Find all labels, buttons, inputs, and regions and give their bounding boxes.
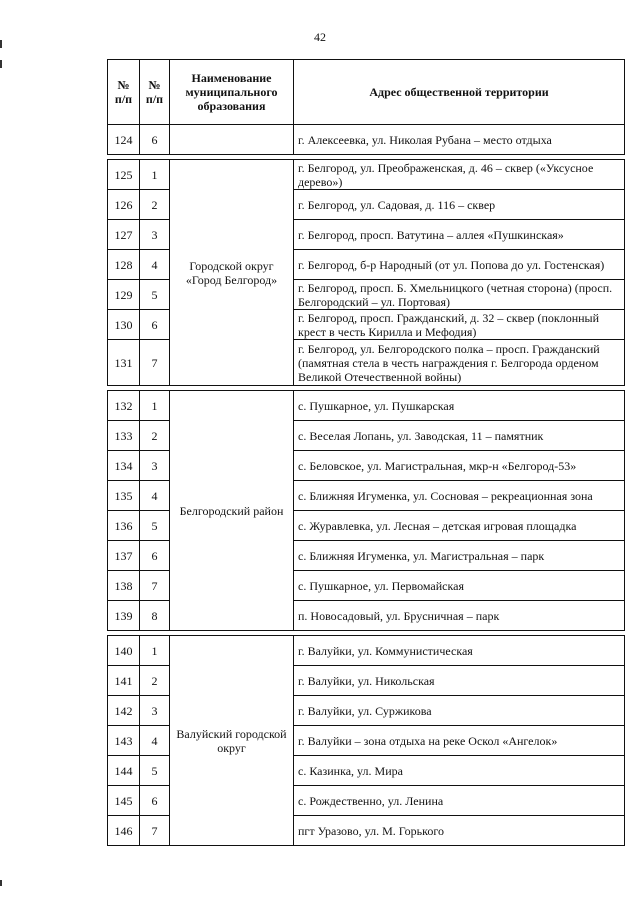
cell-number-local: 3 — [140, 451, 170, 481]
cell-address: г. Белгород, просп. Ватутина – аллея «Пушкинская» — [294, 220, 625, 250]
cell-number-total: 129 — [108, 280, 140, 310]
table-row — [108, 391, 625, 421]
cell-number-local: 5 — [140, 280, 170, 310]
table-body — [108, 125, 625, 846]
table-row — [108, 160, 625, 190]
header-address: Адрес общественной территории — [294, 60, 625, 125]
cell-address: с. Журавлевка, ул. Лесная – детская игровая площадка — [294, 511, 625, 541]
cell-number-local: 3 — [140, 220, 170, 250]
cell-number-total: 137 — [108, 541, 140, 571]
cell-number-total: 143 — [108, 726, 140, 756]
territories-table — [107, 59, 625, 846]
cell-address: с. Рождественно, ул. Ленина — [294, 786, 625, 816]
cell-address: г. Валуйки, ул. Суржикова — [294, 696, 625, 726]
cell-number-total: 125 — [108, 160, 140, 190]
cell-number-local: 7 — [140, 816, 170, 846]
cell-municipality: Городской округ «Город Белгород» — [170, 160, 294, 386]
cell-number-total: 142 — [108, 696, 140, 726]
cell-address: г. Валуйки, ул. Коммунистическая — [294, 636, 625, 666]
cell-address: г. Валуйки – зона отдыха на реке Оскол «Ангелок» — [294, 726, 625, 756]
cell-address: г. Белгород, просп. Гражданский, д. 32 – сквер (поклонный крест в честь Кирилла и Мефодия) — [294, 310, 625, 340]
cell-number-total: 124 — [108, 125, 140, 155]
cell-number-local: 6 — [140, 125, 170, 155]
header-number-total: № п/п — [108, 60, 140, 125]
table-row — [108, 636, 625, 666]
cell-number-total: 135 — [108, 481, 140, 511]
cell-number-total: 126 — [108, 190, 140, 220]
scan-mark — [0, 40, 2, 48]
cell-address: с. Казинка, ул. Мира — [294, 756, 625, 786]
cell-address: г. Белгород, ул. Белгородского полка – просп. Гражданский (памятная стела в честь награждения г. Белгорода орденом Великой Отечественной войны) — [294, 340, 625, 386]
cell-address: г. Валуйки, ул. Никольская — [294, 666, 625, 696]
cell-number-total: 146 — [108, 816, 140, 846]
cell-number-local: 8 — [140, 601, 170, 631]
cell-address: с. Беловское, ул. Магистральная, мкр-н «Белгород-53» — [294, 451, 625, 481]
cell-number-total: 140 — [108, 636, 140, 666]
cell-municipality: Белгородский район — [170, 391, 294, 631]
table-header-row — [108, 60, 625, 125]
page-number: 42 — [314, 30, 326, 44]
cell-number-local: 1 — [140, 160, 170, 190]
cell-address: с. Пушкарное, ул. Первомайская — [294, 571, 625, 601]
table-row — [108, 125, 625, 155]
cell-number-total: 133 — [108, 421, 140, 451]
cell-number-local: 6 — [140, 541, 170, 571]
cell-number-total: 128 — [108, 250, 140, 280]
cell-number-total: 132 — [108, 391, 140, 421]
cell-number-local: 2 — [140, 190, 170, 220]
cell-address: пгт Уразово, ул. М. Горького — [294, 816, 625, 846]
cell-number-total: 130 — [108, 310, 140, 340]
cell-address: г. Алексеевка, ул. Николая Рубана – место отдыха — [294, 125, 625, 155]
cell-address: г. Белгород, б-р Народный (от ул. Попова до ул. Гостенская) — [294, 250, 625, 280]
cell-number-total: 145 — [108, 786, 140, 816]
cell-address: с. Ближняя Игуменка, ул. Магистральная – парк — [294, 541, 625, 571]
scan-mark — [0, 880, 2, 886]
cell-address: с. Веселая Лопань, ул. Заводская, 11 – памятник — [294, 421, 625, 451]
cell-number-local: 6 — [140, 786, 170, 816]
cell-number-total: 144 — [108, 756, 140, 786]
cell-number-local: 5 — [140, 756, 170, 786]
cell-number-total: 141 — [108, 666, 140, 696]
cell-number-local: 6 — [140, 310, 170, 340]
cell-number-local: 4 — [140, 250, 170, 280]
cell-address: п. Новосадовый, ул. Брусничная – парк — [294, 601, 625, 631]
cell-number-total: 134 — [108, 451, 140, 481]
header-number-local: № п/п — [140, 60, 170, 125]
cell-number-local: 3 — [140, 696, 170, 726]
cell-address: г. Белгород, ул. Садовая, д. 116 – сквер — [294, 190, 625, 220]
cell-number-total: 139 — [108, 601, 140, 631]
cell-number-total: 127 — [108, 220, 140, 250]
cell-number-total: 136 — [108, 511, 140, 541]
cell-number-local: 2 — [140, 421, 170, 451]
cell-address: с. Ближняя Игуменка, ул. Сосновая – рекреационная зона — [294, 481, 625, 511]
cell-number-total: 138 — [108, 571, 140, 601]
cell-number-local: 4 — [140, 726, 170, 756]
cell-address: г. Белгород, просп. Б. Хмельницкого (четная сторона) (просп. Белгородский – ул. Портовая) — [294, 280, 625, 310]
header-municipality: Наименование муниципального образования — [170, 60, 294, 125]
cell-number-local: 1 — [140, 391, 170, 421]
cell-municipality: Валуйский городской округ — [170, 636, 294, 846]
cell-number-local: 2 — [140, 666, 170, 696]
cell-address: г. Белгород, ул. Преображенская, д. 46 – сквер («Уксусное дерево») — [294, 160, 625, 190]
cell-number-local: 4 — [140, 481, 170, 511]
cell-number-local: 5 — [140, 511, 170, 541]
cell-number-local: 7 — [140, 571, 170, 601]
cell-number-total: 131 — [108, 340, 140, 386]
cell-municipality — [170, 125, 294, 155]
scan-mark — [0, 60, 2, 68]
cell-number-local: 7 — [140, 340, 170, 386]
cell-number-local: 1 — [140, 636, 170, 666]
cell-address: с. Пушкарное, ул. Пушкарская — [294, 391, 625, 421]
